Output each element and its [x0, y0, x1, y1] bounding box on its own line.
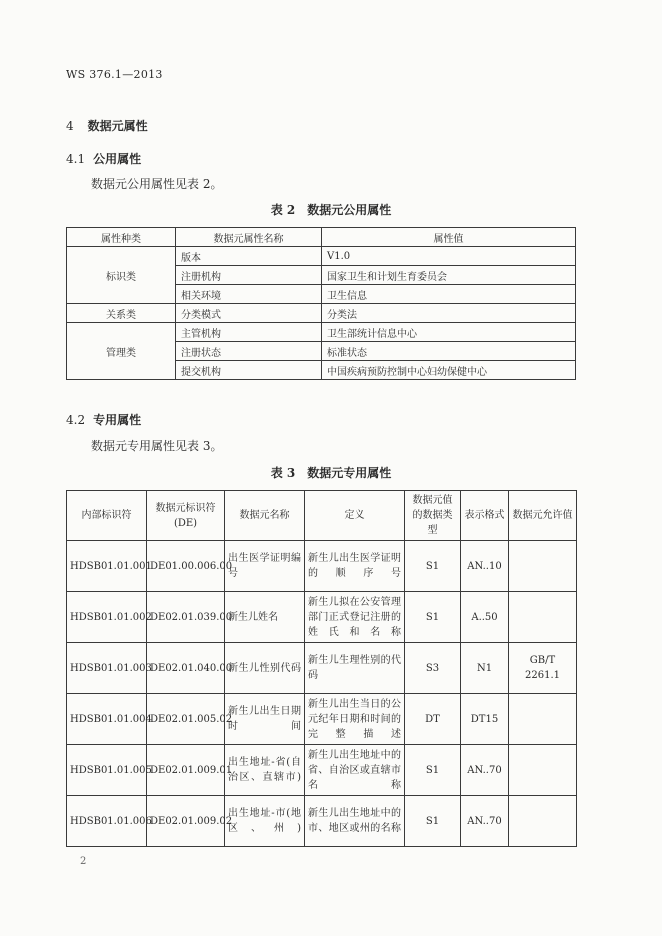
- attribute-value-cell: 国家卫生和计划生育委员会: [322, 266, 576, 285]
- section-4-2-text: 数据元专用属性见表 3。: [91, 439, 223, 453]
- table-header-row: [67, 491, 577, 541]
- allowed-value-cell: [509, 592, 577, 643]
- category-cell: 标识类: [67, 247, 176, 304]
- data-type-cell: S1: [405, 796, 461, 847]
- data-type-cell: S1: [405, 592, 461, 643]
- de-id-cell: DE02.01.039.00: [147, 592, 225, 643]
- allowed-value-cell: GB/T 2261.1: [509, 643, 577, 694]
- data-type-cell: S1: [405, 745, 461, 796]
- column-header: 数据元名称: [225, 491, 305, 541]
- internal-id-cell: HDSB01.01.006: [67, 796, 147, 847]
- de-id-cell: DE02.01.009.01: [147, 745, 225, 796]
- column-header: 数据元值的数据类型: [405, 491, 461, 541]
- format-cell: N1: [461, 643, 509, 694]
- table-2-caption: 表 2 数据元公用属性: [270, 203, 392, 217]
- table-row: [67, 323, 576, 342]
- attribute-value-cell: 中国疾病预防控制中心妇幼保健中心: [322, 361, 576, 380]
- allowed-value-cell: [509, 694, 577, 745]
- attribute-name-cell: 版本: [176, 247, 322, 266]
- internal-id-cell: HDSB01.01.005: [67, 745, 147, 796]
- definition-cell: 新生儿出生地址中的省、自治区或直辖市名称: [305, 745, 405, 796]
- table-header-row: [67, 228, 576, 247]
- attribute-name-cell: 分类模式: [176, 304, 322, 323]
- definition-cell: 新生儿出生地址中的市、地区或州的名称: [305, 796, 405, 847]
- category-cell: 关系类: [67, 304, 176, 323]
- de-id-cell: DE02.01.040.00: [147, 643, 225, 694]
- section-4-2-heading: [66, 411, 141, 428]
- table-row: [67, 592, 577, 643]
- attribute-name-cell: 注册机构: [176, 266, 322, 285]
- column-header: 表示格式: [461, 491, 509, 541]
- allowed-value-cell: [509, 541, 577, 592]
- element-name-cell: 新生儿出生日期时间: [225, 694, 305, 745]
- internal-id-cell: HDSB01.01.001: [67, 541, 147, 592]
- internal-id-cell: HDSB01.01.002: [67, 592, 147, 643]
- section-4-1-heading: [66, 150, 141, 167]
- element-name-cell: 出生地址-市(地区、州): [225, 796, 305, 847]
- attribute-value-cell: 分类法: [322, 304, 576, 323]
- section-4-1-text: 数据元公用属性见表 2。: [91, 177, 223, 191]
- element-name-cell: 新生儿姓名: [225, 592, 305, 643]
- column-header: 属性值: [322, 228, 576, 247]
- table-3-caption: 表 3 数据元专用属性: [270, 466, 392, 480]
- common-attributes-table: [66, 227, 576, 380]
- attribute-name-cell: 相关环境: [176, 285, 322, 304]
- table-row: [67, 304, 576, 323]
- data-type-cell: S1: [405, 541, 461, 592]
- de-id-cell: DE02.01.005.02: [147, 694, 225, 745]
- internal-id-cell: HDSB01.01.004: [67, 694, 147, 745]
- format-cell: DT15: [461, 694, 509, 745]
- table-row: [67, 694, 577, 745]
- definition-cell: 新生儿拟在公安管理部门正式登记注册的姓氏和名称: [305, 592, 405, 643]
- format-cell: AN..10: [461, 541, 509, 592]
- attribute-name-cell: 主管机构: [176, 323, 322, 342]
- specific-attributes-table: [66, 490, 577, 847]
- definition-cell: 新生儿出生医学证明的顺序号: [305, 541, 405, 592]
- column-header: 数据元允许值: [509, 491, 577, 541]
- format-cell: AN..70: [461, 745, 509, 796]
- allowed-value-cell: [509, 796, 577, 847]
- column-header: 内部标识符: [67, 491, 147, 541]
- column-header: 属性种类: [67, 228, 176, 247]
- column-header: 数据元属性名称: [176, 228, 322, 247]
- de-id-cell: DE02.01.009.02: [147, 796, 225, 847]
- format-cell: A..50: [461, 592, 509, 643]
- definition-cell: 新生儿出生当日的公元纪年日期和时间的完整描述: [305, 694, 405, 745]
- document-header: WS 376.1—2013: [66, 68, 163, 81]
- category-cell: 管理类: [67, 323, 176, 380]
- column-header: 定义: [305, 491, 405, 541]
- section-title: 公用属性: [93, 152, 142, 166]
- table-row: [67, 796, 577, 847]
- section-number: 4.2: [66, 413, 86, 427]
- element-name-cell: 出生地址-省(自治区、直辖市): [225, 745, 305, 796]
- de-id-cell: DE01.00.006.00: [147, 541, 225, 592]
- attribute-name-cell: 注册状态: [176, 342, 322, 361]
- element-name-cell: 出生医学证明编号: [225, 541, 305, 592]
- table-row: [67, 541, 577, 592]
- data-type-cell: DT: [405, 694, 461, 745]
- allowed-value-cell: [509, 745, 577, 796]
- column-header: 数据元标识符(DE): [147, 491, 225, 541]
- attribute-name-cell: 提交机构: [176, 361, 322, 380]
- attribute-value-cell: 卫生部统计信息中心: [322, 323, 576, 342]
- section-title: 数据元属性: [87, 119, 148, 133]
- internal-id-cell: HDSB01.01.003: [67, 643, 147, 694]
- section-number: 4: [66, 119, 74, 133]
- table-row: [67, 643, 577, 694]
- definition-cell: 新生儿生理性别的代码: [305, 643, 405, 694]
- data-type-cell: S3: [405, 643, 461, 694]
- attribute-value-cell: 标准状态: [322, 342, 576, 361]
- section-number: 4.1: [66, 152, 86, 166]
- table-row: [67, 745, 577, 796]
- element-name-cell: 新生儿性别代码: [225, 643, 305, 694]
- format-cell: AN..70: [461, 796, 509, 847]
- table-row: [67, 247, 576, 266]
- attribute-value-cell: 卫生信息: [322, 285, 576, 304]
- attribute-value-cell: V1.0: [322, 247, 576, 266]
- page-number: 2: [80, 856, 87, 867]
- section-4-heading: [66, 117, 148, 134]
- section-title: 专用属性: [93, 413, 142, 427]
